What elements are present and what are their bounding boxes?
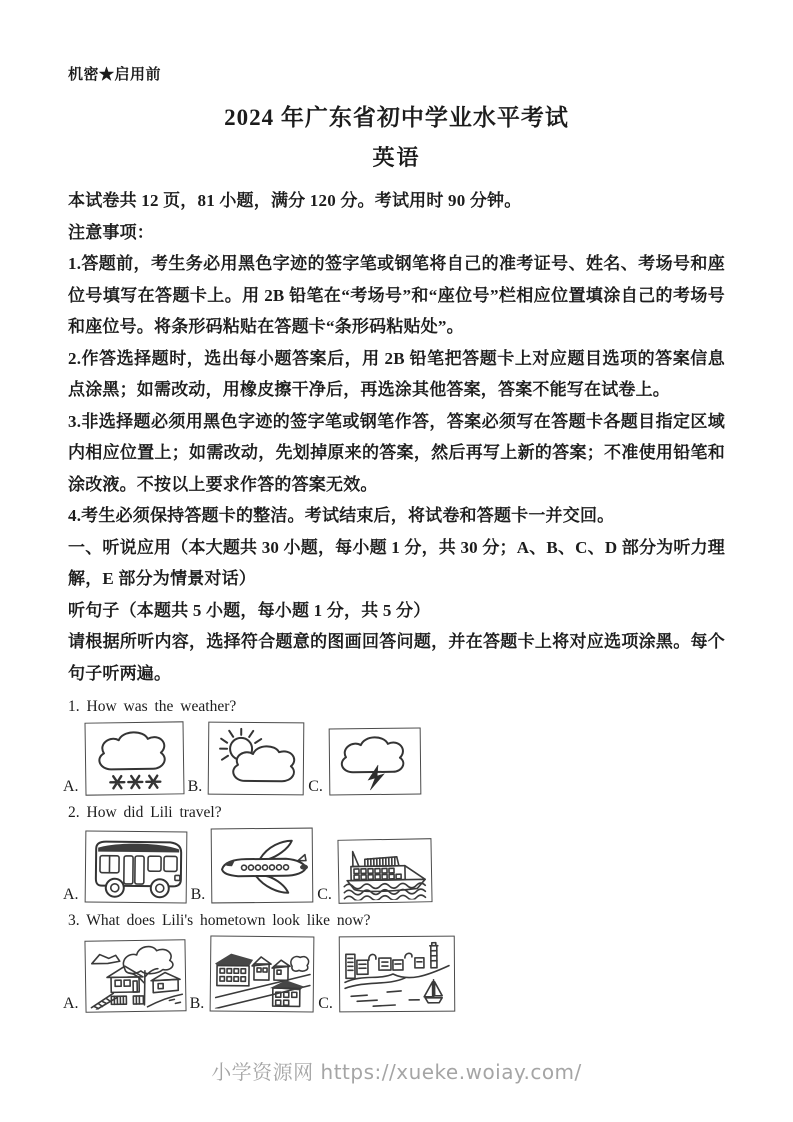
question-3-option-b: [190, 936, 315, 1012]
ship-icon: [340, 841, 429, 901]
question-1-text: 1. How was the weather?: [68, 698, 237, 715]
seaside-city-icon: [343, 939, 451, 1009]
bus-icon: [87, 832, 184, 901]
question-3-option-c: [318, 936, 455, 1012]
option-image-box: [211, 828, 314, 904]
option-image-box: [208, 722, 305, 796]
question-2-option-c: [317, 839, 432, 903]
notes-heading: 注意事项：: [68, 222, 154, 242]
exam-subject: 英语: [372, 145, 421, 170]
part-heading: 听句子（本题共 5 小题，每小题 1 分，共 5 分）: [68, 600, 431, 620]
option-image-box: [84, 721, 184, 795]
question-3-option-a: [63, 940, 186, 1012]
option-label: A.: [63, 995, 79, 1012]
sun-behind-cloud-icon: [211, 725, 302, 793]
question-3-text: 3. What does Lili's hometown look like now?: [68, 912, 371, 929]
option-label: B.: [190, 886, 206, 903]
question-1-option-b: [188, 722, 305, 795]
option-image-box: [210, 935, 315, 1012]
airplane-icon: [214, 830, 311, 901]
option-label: B.: [187, 778, 203, 795]
option-image-box: [339, 936, 456, 1013]
option-image-box: [84, 939, 186, 1013]
question-2-text: 2. How did Lili travel?: [68, 804, 222, 821]
question-1-option-c: [308, 728, 421, 795]
snowy-cloud-icon: [88, 724, 181, 793]
section-heading: 一、听说应用（本大题共 30 小题，每小题 1 分，共 30 分；A、B、C、D 部分为听力理解，E 部分为情景对话）: [68, 537, 725, 588]
security-mark: 机密★启用前: [68, 67, 162, 83]
option-image-box: [329, 728, 422, 796]
village-scene-icon: [88, 942, 183, 1009]
option-label: A.: [63, 886, 79, 903]
option-label: C.: [318, 995, 333, 1012]
question-1-option-a: [63, 722, 184, 795]
option-image-box: [84, 830, 187, 903]
part-instruction: 请根据所听内容，选择符合题意的图画回答问题，并在答题卡上将对应选项涂黑。每个句子听两遍。: [68, 632, 725, 683]
town-scene-icon: [213, 939, 311, 1009]
option-label: C.: [308, 778, 323, 795]
question-3-options: [63, 936, 725, 1012]
option-label: A.: [63, 778, 79, 795]
option-label: C.: [317, 886, 332, 903]
note-item-1: 1.答题前，考生务必用黑色字迹的签字笔或钢笔将自己的准考证号、姓名、考场号和座位号填写在答题卡上。用 2B 铅笔在“考场号”和“座位号”栏相应位置填涂自己的考场号和座位号。将条形码粘贴在答题卡“条形码粘贴处”。: [68, 254, 725, 336]
paper-info: 本试卷共 12 页，81 小题，满分 120 分。考试用时 90 分钟。: [68, 191, 522, 210]
note-item-4: 4.考生必须保持答题卡的整洁。考试结束后，将试卷和答题卡一并交回。: [68, 506, 615, 525]
note-item-3: 3.非选择题必须用黑色字迹的签字笔或钢笔作答，答案必须写在答题卡各题目指定区域内相应位置上；如需改动，先划掉原来的答案，然后再写上新的答案；不准使用铅笔和涂改液。不按以上要求作答的答案无效。: [68, 411, 725, 494]
question-1-options: [63, 722, 725, 795]
option-label: B.: [189, 995, 205, 1012]
option-image-box: [337, 838, 432, 904]
note-item-2: 2.作答选择题时，选出每小题答案后，用 2B 铅笔把答题卡上对应题目选项的答案信息点涂黑；如需改动，用橡皮擦干净后，再选涂其他答案，答案不能写在试卷上。: [68, 348, 725, 399]
thunderstorm-cloud-icon: [332, 730, 419, 793]
question-2-option-b: [191, 828, 314, 903]
watermark-text: 小学资源网 https://xueke.woiay.com/: [211, 1060, 582, 1084]
question-2-option-a: [63, 831, 187, 903]
question-2-options: [63, 828, 725, 903]
exam-title: 2024 年广东省初中学业水平考试: [224, 105, 569, 130]
